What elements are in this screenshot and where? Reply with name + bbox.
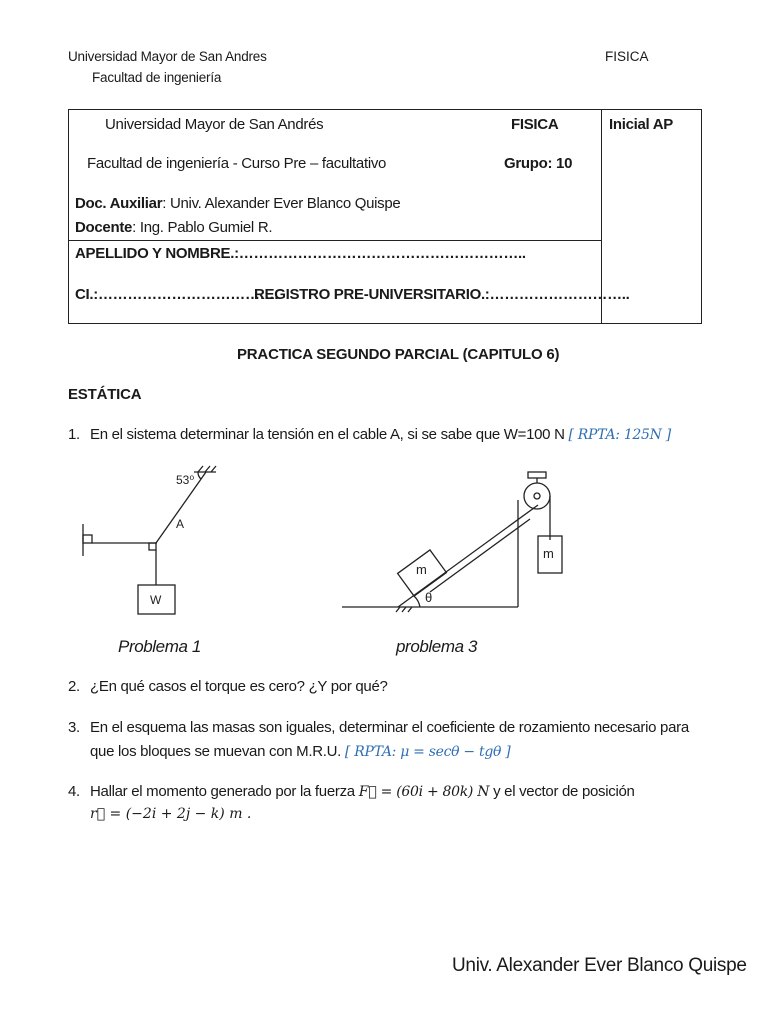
fig1-angle-label: 53⁰: [176, 473, 195, 487]
header-faculty: Facultad de ingeniería: [92, 70, 222, 85]
footer-signature: Univ. Alexander Ever Blanco Quispe: [452, 955, 747, 976]
header-university: Universidad Mayor de San Andres: [68, 49, 267, 64]
question-2-number: 2.: [68, 678, 80, 695]
question-4-line-1: [90, 783, 635, 800]
question-1-number: 1.: [68, 426, 80, 443]
question-4-position: r⃗ = (−2i + 2j − k) m .: [90, 806, 252, 822]
question-3-number: 3.: [68, 719, 80, 736]
question-4-number: 4.: [68, 783, 80, 800]
question-4-body: Hallar el momento generado por la fuerza: [90, 783, 355, 800]
practice-title: PRACTICA SEGUNDO PARCIAL (CAPITULO 6): [237, 346, 560, 363]
question-3-line-2: [90, 743, 510, 760]
docente-label: Docente: [75, 219, 133, 236]
caption-problem-3: problema 3: [396, 637, 478, 656]
box-tag: Inicial AP: [609, 116, 673, 133]
box-university: Universidad Mayor de San Andrés: [105, 116, 324, 133]
fig1-cable-label: A: [176, 517, 185, 531]
question-4-force: F⃗ = (60i + 80k) N: [358, 784, 490, 800]
fig3-pulley-axle: [534, 493, 540, 499]
fig1-weight-label: W: [150, 593, 162, 607]
box-subject: FISICA: [511, 116, 559, 133]
question-2-text: ¿En qué casos el torque es cero? ¿Y por qué?: [90, 678, 388, 695]
question-3-line-1: En el esquema las masas son iguales, determinar el coeficiente de rozamiento necesario para: [90, 719, 689, 736]
fig3-hanging-block-label: m: [543, 546, 554, 561]
fig3-pulley-bracket: [528, 472, 546, 478]
fig3-angle-arc: [414, 596, 420, 607]
name-field: APELLIDO Y NOMBRE.:…………………………………………………..: [75, 245, 526, 262]
header-subject: FISICA: [605, 49, 649, 64]
docente-value: : Ing. Pablo Gumiel R.: [132, 219, 273, 236]
fig3-ground-hatch: [396, 607, 412, 612]
caption-problem-1: Problema 1: [118, 637, 201, 656]
box-course: Facultad de ingeniería - Curso Pre – facultativo: [87, 155, 387, 172]
box-group: Grupo: 10: [504, 155, 573, 172]
question-1-body: En el sistema determinar la tensión en el cable A, si se sabe que W=100 N: [90, 426, 565, 443]
question-3-body: que los bloques se muevan con M.R.U.: [90, 743, 342, 760]
ci-field: CI.:……………………………….: [75, 286, 279, 303]
section-title: ESTÁTICA: [68, 386, 142, 403]
registro-field: REGISTRO PRE-UNIVERSITARIO.:………………………..: [254, 286, 630, 303]
question-4-body-b: y el vector de posición: [493, 783, 635, 800]
auxiliar-label: Doc. Auxiliar: [75, 195, 163, 212]
question-3-answer: [ RPTA: μ = secθ − tgθ ]: [344, 744, 511, 760]
fig3-incline-block-label: m: [416, 562, 427, 577]
question-1-answer: [ RPTA: 125N ]: [568, 427, 671, 443]
auxiliar-value: : Univ. Alexander Ever Blanco Quispe: [162, 195, 401, 212]
fig3-rope-incline: [430, 519, 530, 592]
fig3-angle-label: θ: [425, 590, 433, 605]
